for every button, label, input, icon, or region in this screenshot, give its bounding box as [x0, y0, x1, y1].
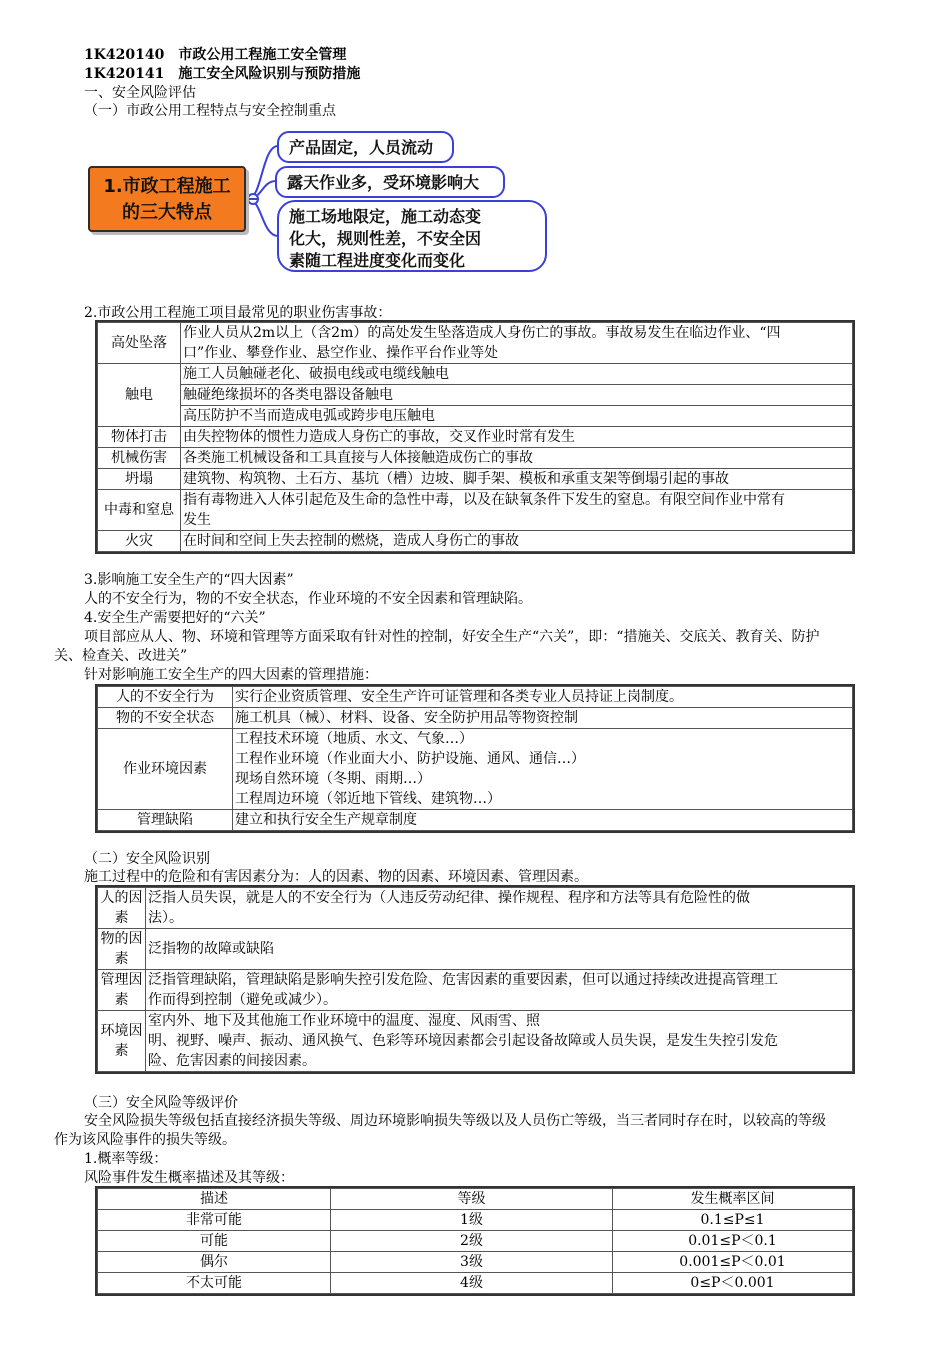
factor-type-line: 素	[114, 910, 129, 926]
prob-range: 0.001≤P＜0.01	[613, 1252, 853, 1273]
injury-desc: 施工人员触碰老化、破损电线或电缆线触电	[181, 364, 853, 385]
injury-desc	[181, 323, 853, 364]
measure-type: 作业环境因素	[98, 729, 233, 810]
factor-desc	[146, 1011, 853, 1072]
factor-desc-line: 泛指管理缺陷，管理缺陷是影响失控引发危险、危害因素的重要因素，但可以通过持续改进提高管理工	[148, 972, 778, 988]
factor-desc-line: 作而得到控制（避免或减少）。	[148, 992, 337, 1008]
probability-table	[97, 1188, 853, 1294]
mindmap-node-3-line3: 素随工程进度变化而变化	[289, 251, 466, 270]
measure-desc: 实行企业资质管理、安全生产许可证管理和各类专业人员持证上岗制度。	[233, 687, 853, 708]
factor-desc	[146, 888, 853, 929]
injury-desc-line: 作业人员从2m以上（含2m）的高处发生坠落造成人身伤亡的事故。事故易发生在临边作业、“四	[183, 325, 781, 341]
factor-type	[98, 1011, 146, 1072]
probability-caption: 风险事件发生概率描述及其等级：	[84, 1170, 294, 1186]
measures-intro: 针对影响施工安全生产的四大因素的管理措施：	[84, 667, 378, 683]
table-row	[98, 1210, 853, 1231]
factor-type-line: 素	[114, 951, 129, 967]
factor-type	[98, 970, 146, 1011]
measure-type: 管理缺陷	[98, 810, 233, 831]
table-row	[98, 810, 853, 831]
four-factors-title: 3.影响施工安全生产的“四大因素”	[84, 572, 294, 588]
table-row	[98, 531, 853, 552]
table-row	[98, 364, 853, 385]
table-row	[98, 1011, 853, 1072]
table-header-row	[98, 1189, 853, 1210]
prob-desc: 可能	[98, 1231, 331, 1252]
evaluation-text-2: 作为该风险事件的损失等级。	[54, 1132, 236, 1148]
table-row	[98, 888, 853, 929]
factor-type-line: 人的因	[100, 890, 143, 906]
table-row	[98, 708, 853, 729]
subsection-code-heading: 1K420141 施工安全风险识别与预防措施	[84, 66, 361, 82]
factor-type	[98, 888, 146, 929]
prob-level: 3级	[331, 1252, 613, 1273]
factor-desc-line: 明、视野、噪声、振动、通风换气、色彩等环境因素都会引起设备故障或人员失误，是发生失控引发危	[148, 1033, 778, 1049]
identification-table	[97, 887, 853, 1072]
table-row	[98, 406, 853, 427]
evaluation-text-1: 安全风险损失等级包括直接经济损失等级、周边环境影响损失等级以及人员伤亡等级，当三者同时存在时，以较高的等级	[84, 1113, 826, 1129]
prob-desc: 不太可能	[98, 1273, 331, 1294]
measure-type: 物的不安全状态	[98, 708, 233, 729]
column-header: 描述	[98, 1189, 331, 1210]
factor-type	[98, 929, 146, 970]
factor-type-line: 管理因	[100, 972, 143, 988]
table-row	[98, 729, 853, 810]
four-factors-text: 人的不安全行为，物的不安全状态，作业环境的不安全因素和管理缺陷。	[84, 591, 532, 607]
injury-type: 机械伤害	[98, 448, 181, 469]
section-code-heading: 1K420140 市政公用工程施工安全管理	[84, 47, 347, 63]
injury-table	[97, 322, 853, 552]
table-row	[98, 490, 853, 531]
table-row	[98, 1273, 853, 1294]
table-row	[98, 323, 853, 364]
factor-type-line: 环境因	[100, 1023, 143, 1039]
factor-desc-line: 室内外、地下及其他施工作业环境中的温度、湿度、风雨雪、照	[148, 1013, 540, 1029]
identification-title: （二）安全风险识别	[84, 851, 210, 867]
injury-type: 中毒和窒息	[98, 490, 181, 531]
table-row	[98, 687, 853, 708]
table-row	[98, 929, 853, 970]
factor-desc-line: 险、危害因素的间接因素。	[148, 1053, 316, 1069]
injury-desc: 高压防护不当而造成电弧或跨步电压触电	[181, 406, 853, 427]
table-row	[98, 1231, 853, 1252]
measure-desc: 建立和执行安全生产规章制度	[233, 810, 853, 831]
six-checks-text-1: 项目部应从人、物、环境和管理等方面采取有针对性的控制，好安全生产“六关”，即：“措施关、交底关、教育关、防护	[84, 629, 820, 645]
injury-desc: 在时间和空间上失去控制的燃烧，造成人身伤亡的事故	[181, 531, 853, 552]
factor-desc: 泛指物的故障或缺陷	[146, 929, 853, 970]
factor-desc-line: 泛指人员失误，就是人的不安全行为（人违反劳动纪律、操作规程、程序和方法等具有危险性的做	[148, 890, 750, 906]
injury-type: 坍塌	[98, 469, 181, 490]
prob-level: 1级	[331, 1210, 613, 1231]
mindmap-node-1: 产品固定，人员流动	[277, 131, 454, 163]
identification-text: 施工过程中的危险和有害因素分为：人的因素、物的因素、环境因素、管理因素。	[84, 869, 588, 885]
mindmap-root	[88, 166, 246, 232]
injury-desc: 由失控物体的惯性力造成人身伤亡的事故，交叉作业时常有发生	[181, 427, 853, 448]
measures-table	[97, 686, 853, 831]
injury-type: 火灾	[98, 531, 181, 552]
mindmap-node-3	[277, 200, 547, 272]
table-row	[98, 970, 853, 1011]
prob-desc: 偶尔	[98, 1252, 331, 1273]
mindmap-node-3-line2: 化大，规则性差，不安全因	[289, 229, 482, 248]
mindmap-node-2: 露天作业多，受环境影响大	[275, 166, 505, 198]
factor-type-line: 物的因	[100, 931, 143, 947]
factor-desc	[146, 970, 853, 1011]
prob-desc: 非常可能	[98, 1210, 331, 1231]
injury-type: 高处坠落	[98, 323, 181, 364]
table-row	[98, 1252, 853, 1273]
measure-desc-line: 工程周边环境（邻近地下管线、建筑物…）	[235, 791, 501, 807]
prob-range: 0≤P＜0.001	[613, 1273, 853, 1294]
six-checks-text-2: 关、检查关、改进关”	[54, 648, 188, 664]
mindmap-node-3-line1: 施工场地限定，施工动态变	[289, 207, 482, 226]
injury-desc-line: 口”作业、攀登作业、悬空作业、操作平台作业等处	[183, 345, 499, 361]
mindmap-root-line2: 的三大特点	[122, 202, 212, 223]
injury-type: 物体打击	[98, 427, 181, 448]
measure-desc-line: 工程作业环境（作业面大小、防护设施、通风、通信…）	[235, 751, 585, 767]
mindmap-root-line1: 1.市政工程施工	[103, 176, 231, 197]
evaluation-title: （三）安全风险等级评价	[84, 1095, 238, 1111]
table-row	[98, 385, 853, 406]
measure-type: 人的不安全行为	[98, 687, 233, 708]
injury-type: 触电	[98, 364, 181, 427]
heading-features: （一）市政公用工程特点与安全控制重点	[84, 103, 336, 119]
injury-desc-line: 发生	[183, 512, 211, 528]
column-header: 等级	[331, 1189, 613, 1210]
injury-desc-line: 指有毒物进入人体引起危及生命的急性中毒，以及在缺氧条件下发生的窒息。有限空间作业中常有	[183, 492, 785, 508]
measure-desc-line: 工程技术环境（地质、水文、气象…）	[235, 731, 473, 747]
measure-desc-line: 现场自然环境（冬期、雨期…）	[235, 771, 431, 787]
prob-level: 4级	[331, 1273, 613, 1294]
prob-range: 0.1≤P≤1	[613, 1210, 853, 1231]
injury-title: 2.市政公用工程施工项目最常见的职业伤害事故：	[84, 305, 392, 321]
injury-desc: 建筑物、构筑物、土石方、基坑（槽）边坡、脚手架、模板和承重支架等倒塌引起的事故	[181, 469, 853, 490]
factor-type-line: 素	[114, 992, 129, 1008]
table-row	[98, 448, 853, 469]
probability-subtitle: 1.概率等级：	[84, 1151, 168, 1167]
injury-desc: 各类施工机械设备和工具直接与人体接触造成伤亡的事故	[181, 448, 853, 469]
injury-desc: 触碰绝缘损坏的各类电器设备触电	[181, 385, 853, 406]
column-header: 发生概率区间	[613, 1189, 853, 1210]
injury-desc	[181, 490, 853, 531]
prob-range: 0.01≤P＜0.1	[613, 1231, 853, 1252]
table-row	[98, 427, 853, 448]
prob-level: 2级	[331, 1231, 613, 1252]
factor-desc-line: 法）。	[148, 910, 183, 926]
measure-desc: 施工机具（械）、材料、设备、安全防护用品等物资控制	[233, 708, 853, 729]
measure-desc	[233, 729, 853, 810]
heading-risk-assessment: 一、安全风险评估	[84, 85, 196, 101]
table-row	[98, 469, 853, 490]
factor-type-line: 素	[114, 1043, 129, 1059]
six-checks-title: 4.安全生产需要把好的“六关”	[84, 610, 266, 626]
